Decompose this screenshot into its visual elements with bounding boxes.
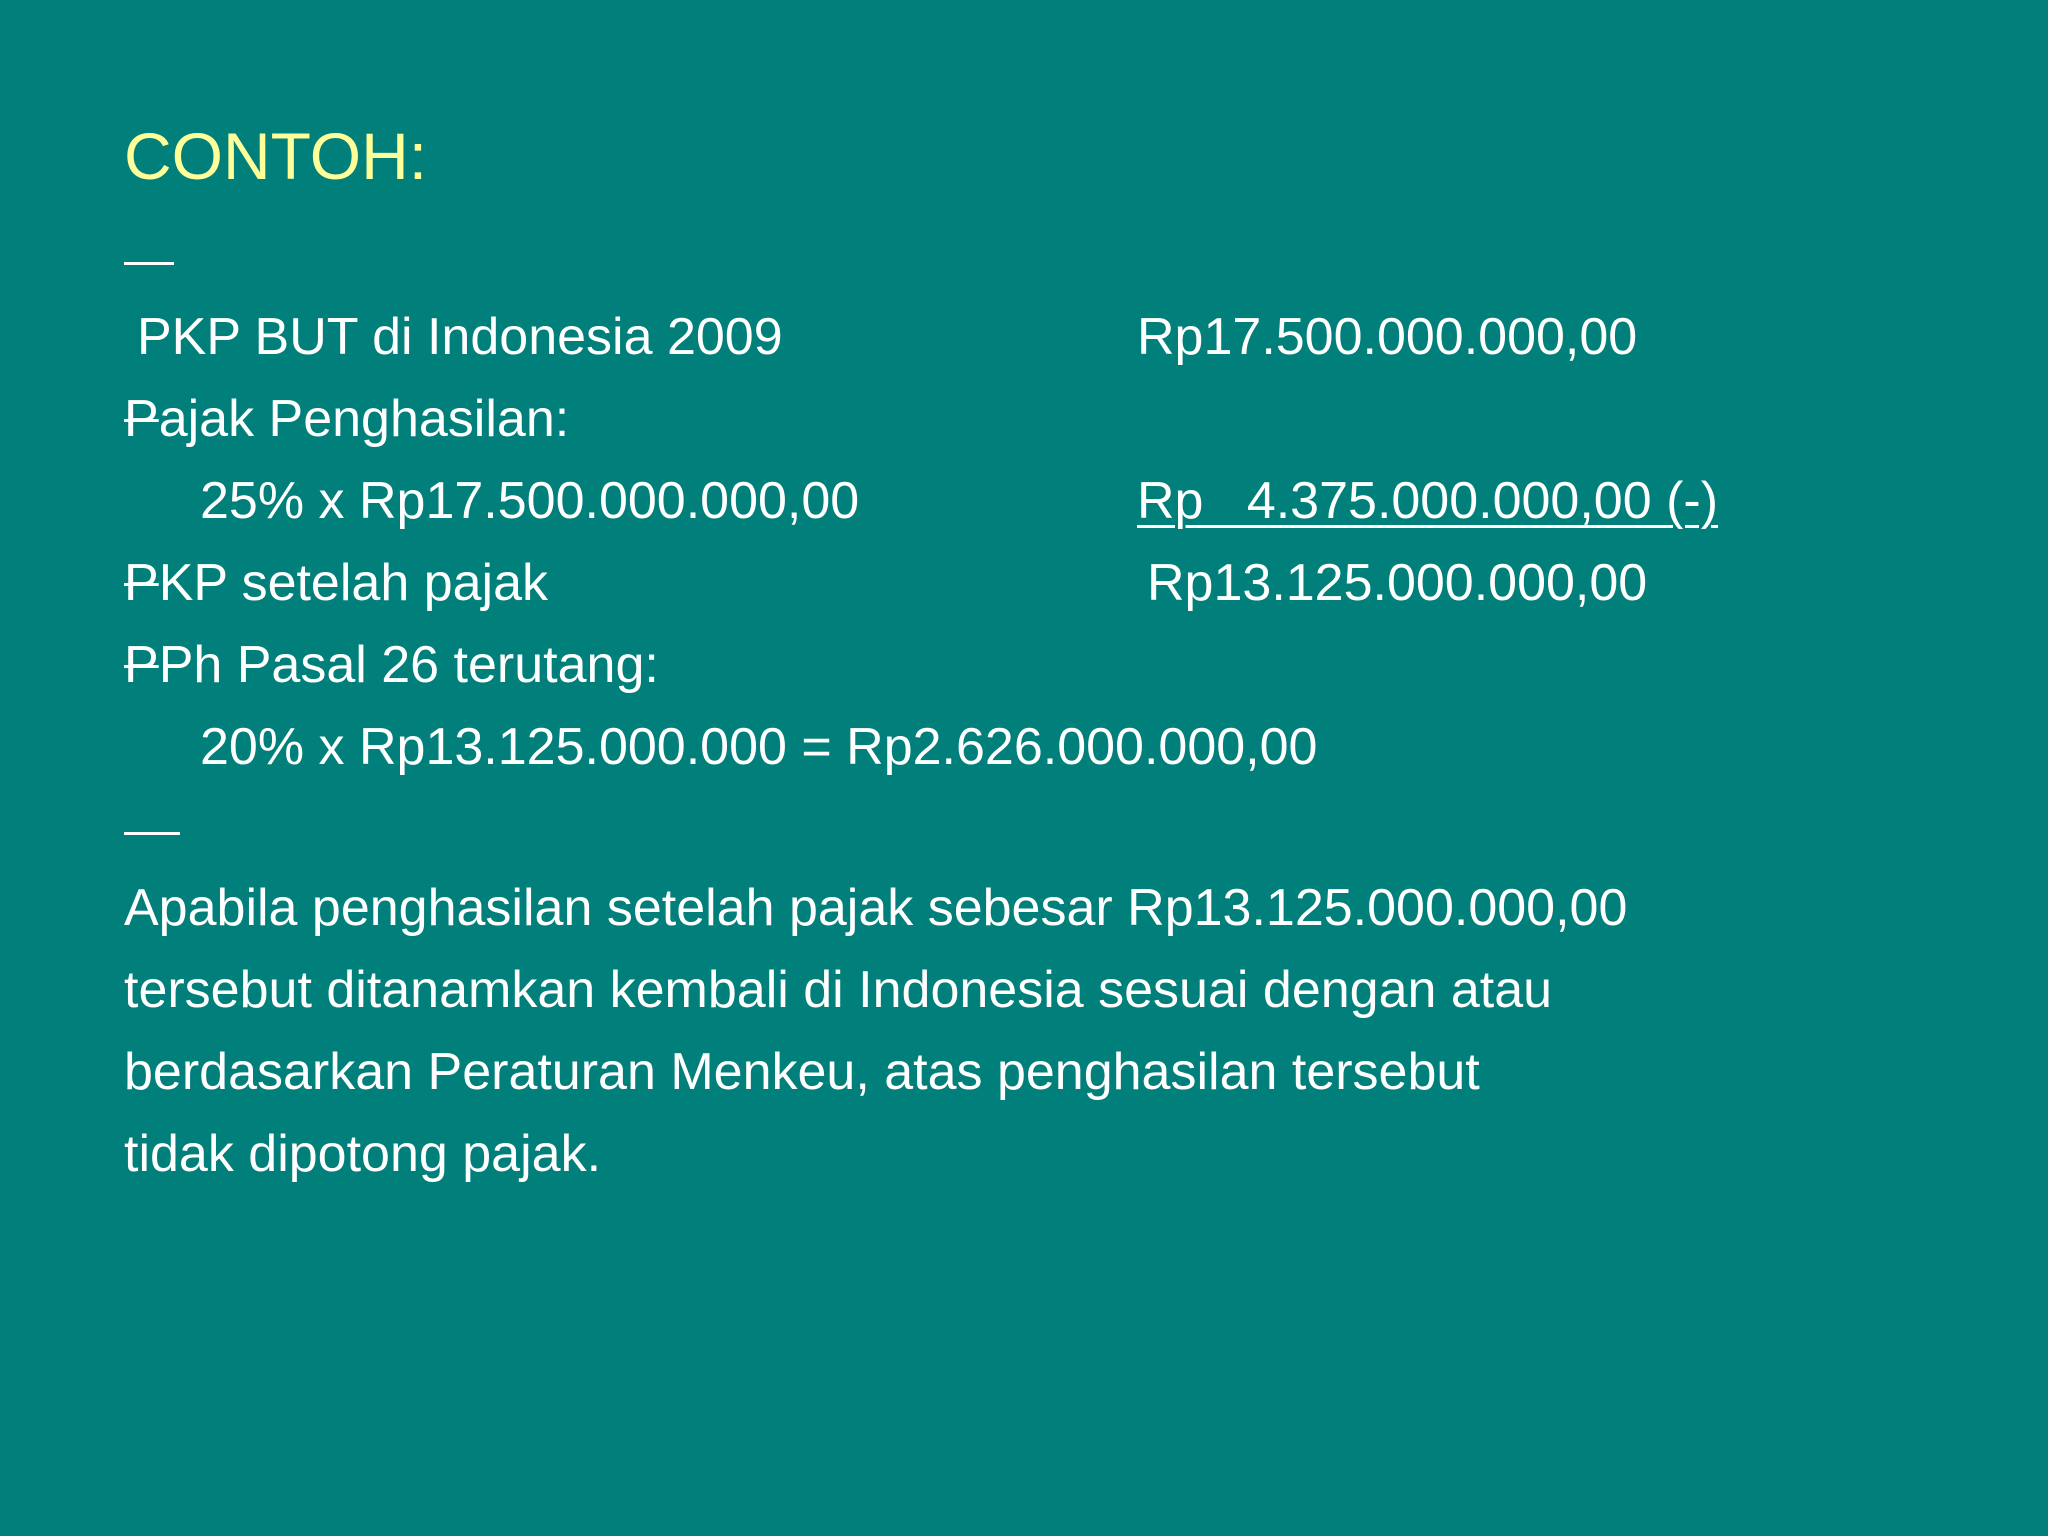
pph-label: [124, 389, 569, 449]
conclusion-line-1: Apabila penghasilan setelah pajak sebesar Rp13.125.000.000,00: [124, 879, 1628, 937]
after-tax-amount: Rp13.125.000.000,00: [1147, 554, 1648, 612]
pph-label-struck-letter: P: [124, 390, 159, 448]
pph-formula: 25% x Rp17.500.000.000,00: [200, 472, 860, 530]
slide-title: CONTOH:: [124, 119, 428, 193]
pph26-label: [124, 635, 659, 695]
pph26-label-struck-letter: P: [124, 636, 159, 694]
after-tax-label-struck-letter: P: [124, 554, 159, 612]
separator-bottom: [124, 832, 180, 835]
after-tax-label-text: KP setelah pajak: [158, 554, 549, 612]
pph-label-text: ajak Penghasilan:: [158, 390, 570, 448]
after-tax-label: [124, 553, 548, 613]
pph-amount: Rp 4.375.000.000,00 (-): [1137, 472, 1719, 530]
conclusion-line-3: berdasarkan Peraturan Menkeu, atas penghasilan tersebut: [124, 1043, 1480, 1101]
pkp-amount: Rp17.500.000.000,00: [1137, 308, 1638, 366]
pph26-label-text: Ph Pasal 26 terutang:: [158, 636, 659, 694]
separator-top: [124, 262, 174, 265]
pkp-label: PKP BUT di Indonesia 2009: [137, 308, 783, 366]
conclusion-line-2: tersebut ditanamkan kembali di Indonesia sesuai dengan atau: [124, 961, 1553, 1019]
conclusion-line-4: tidak dipotong pajak.: [124, 1125, 602, 1183]
pph26-formula: 20% x Rp13.125.000.000 = Rp2.626.000.000,00: [200, 718, 1318, 776]
